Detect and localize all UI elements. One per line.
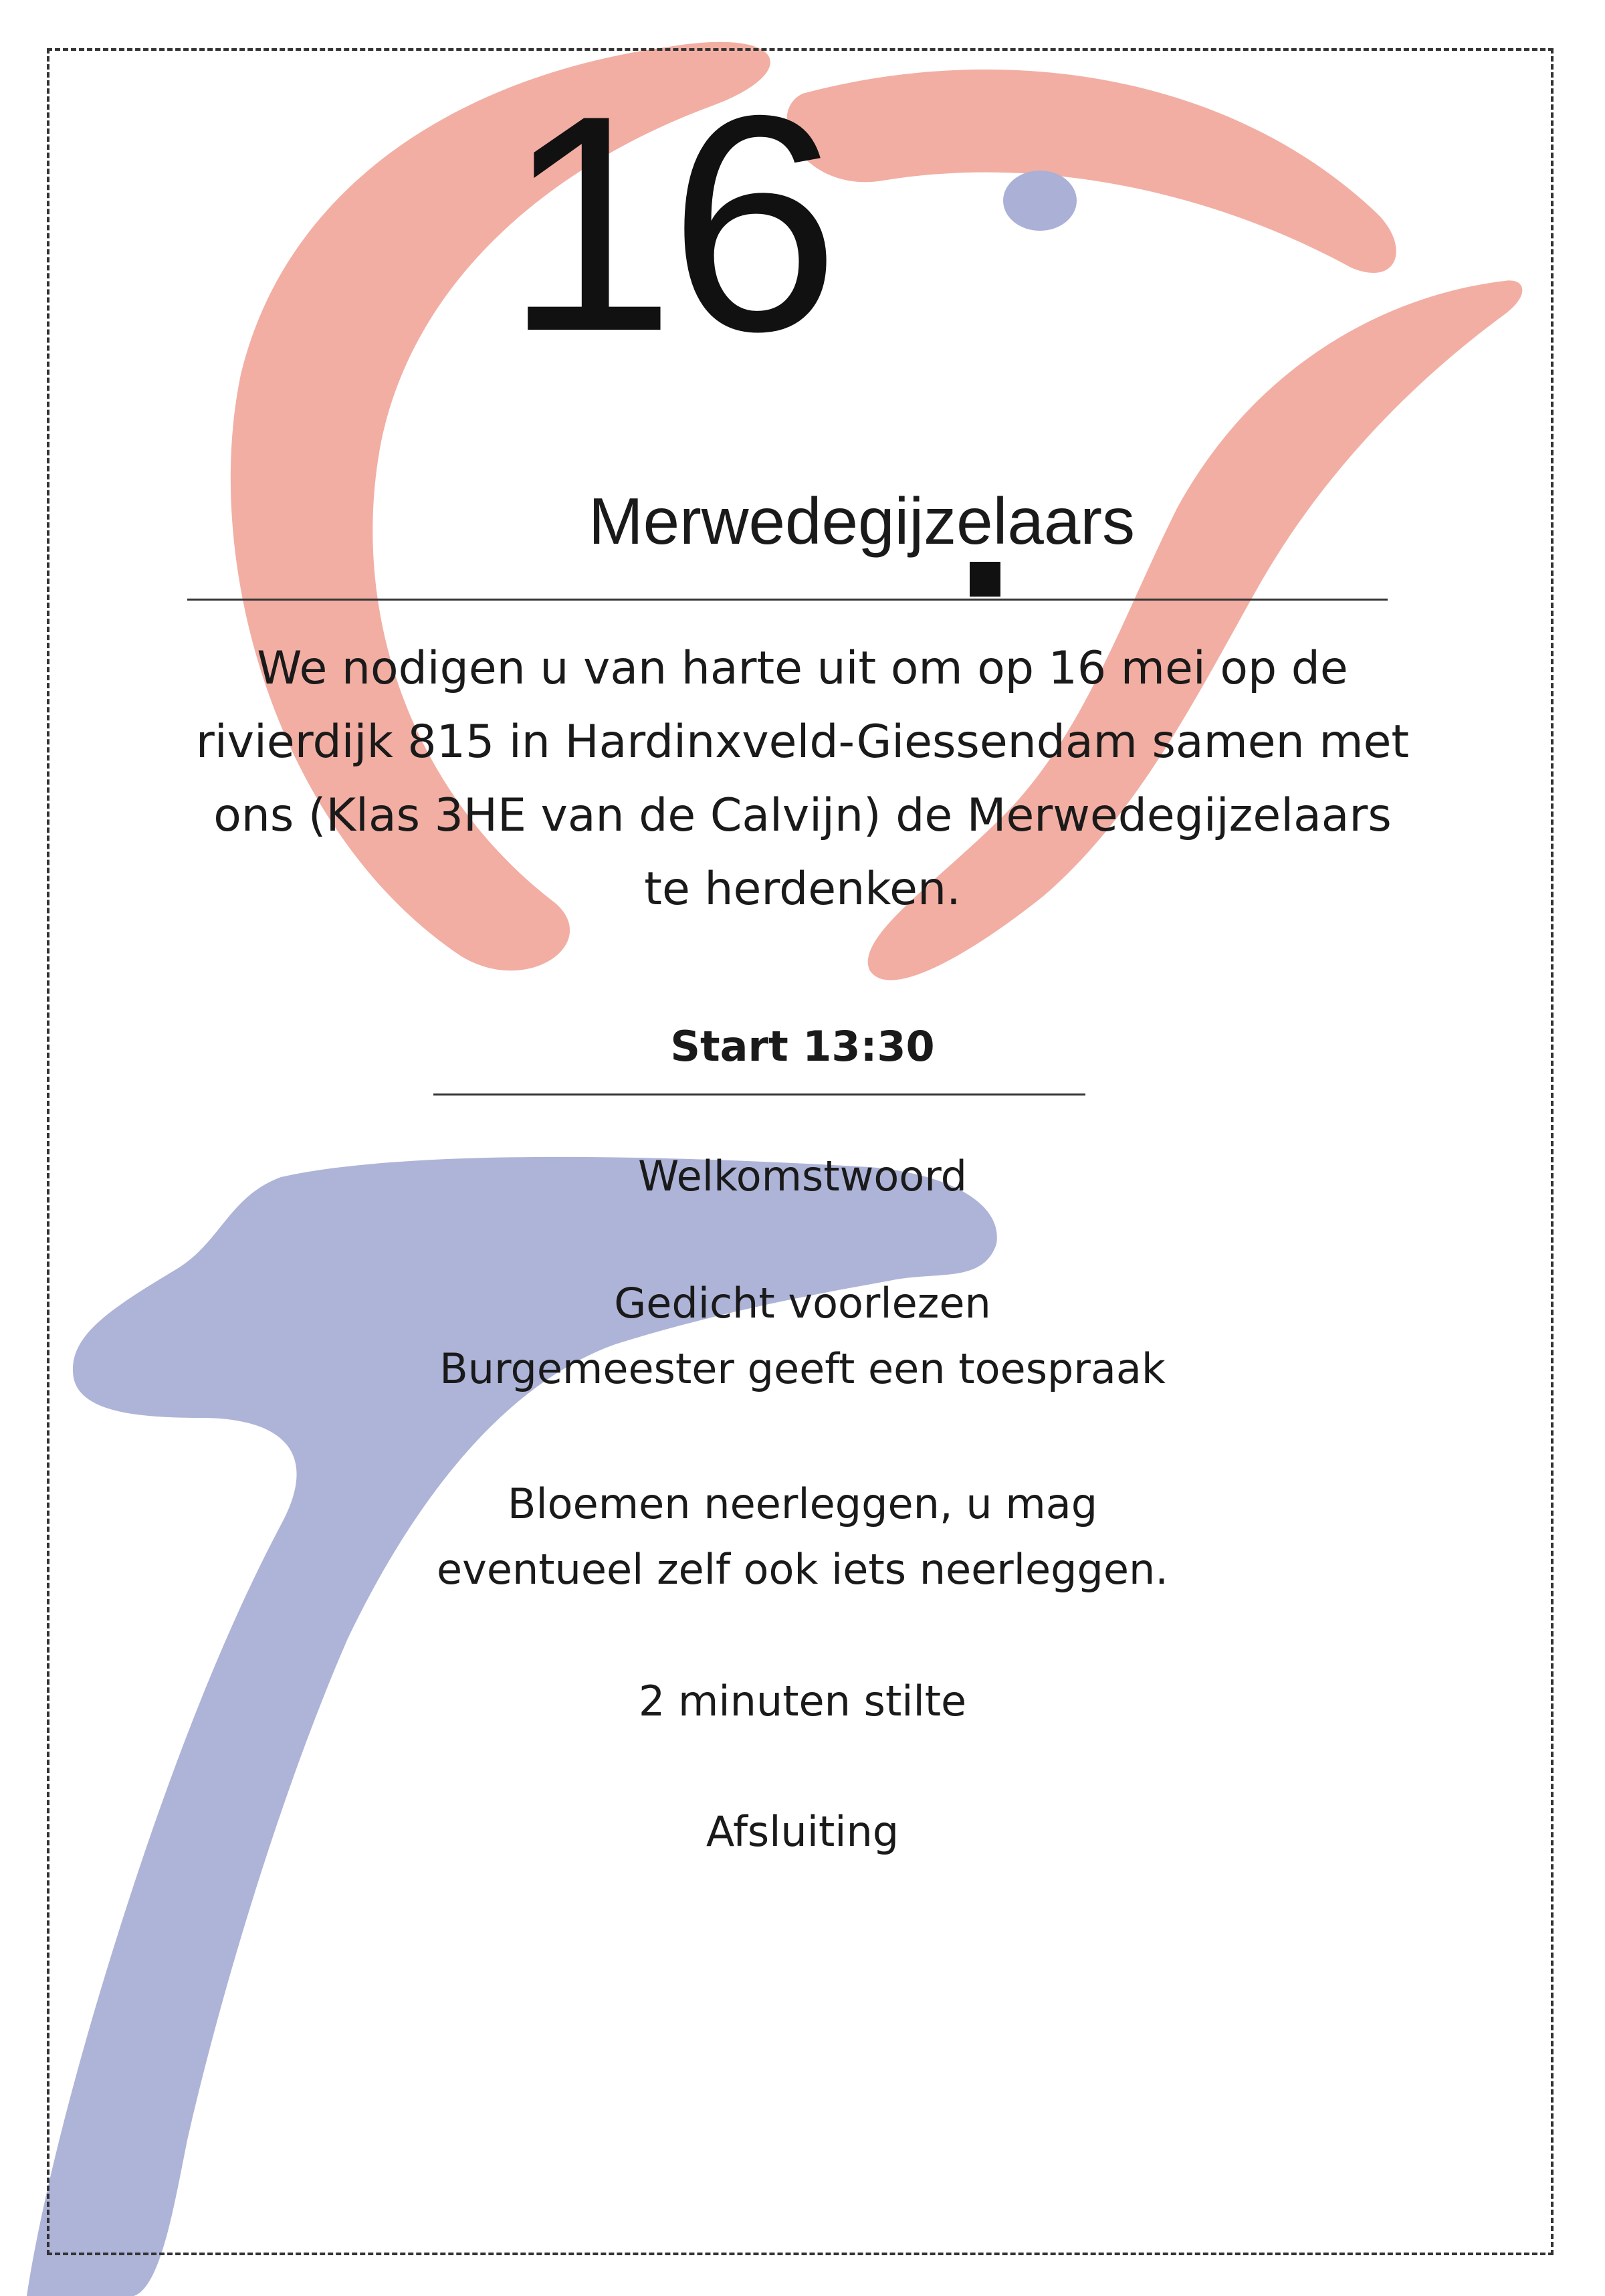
- invitation-line-3: ons (Klas 3HE van de Calvijn) de Merwedegijzelaars: [213, 789, 1392, 842]
- program-item-silence: 2 minuten stilte: [638, 1677, 967, 1726]
- invitation-text: [134, 632, 1471, 926]
- big-number-16: 16: [504, 52, 833, 395]
- program-item-closing: Afsluiting: [706, 1807, 899, 1856]
- program-item-welcome: Welkomstwoord: [637, 1152, 967, 1201]
- start-divider: [433, 1093, 1085, 1095]
- title-square-mark: [970, 562, 1000, 597]
- invitation-line-2: rivierdijk 815 in Hardinxveld-Giessendam samen met: [195, 716, 1410, 768]
- program-item-speech: Burgemeester geeft een toespraak: [439, 1344, 1166, 1393]
- page-title: Merwedegijzelaars: [588, 484, 1136, 558]
- program-item-flowers-line-1: Bloemen neerleggen, u mag: [507, 1479, 1098, 1528]
- program-item-flowers-line-2: eventueel zelf ook iets neerleggen.: [436, 1545, 1169, 1594]
- invitation-line-4: te herdenken.: [644, 863, 961, 916]
- program-item-poem: Gedicht voorlezen: [614, 1279, 991, 1328]
- invitation-line-1: We nodigen u van harte uit om op 16 mei op de: [257, 642, 1348, 695]
- title-divider: [187, 599, 1388, 601]
- start-time: Start 13:30: [670, 1022, 935, 1071]
